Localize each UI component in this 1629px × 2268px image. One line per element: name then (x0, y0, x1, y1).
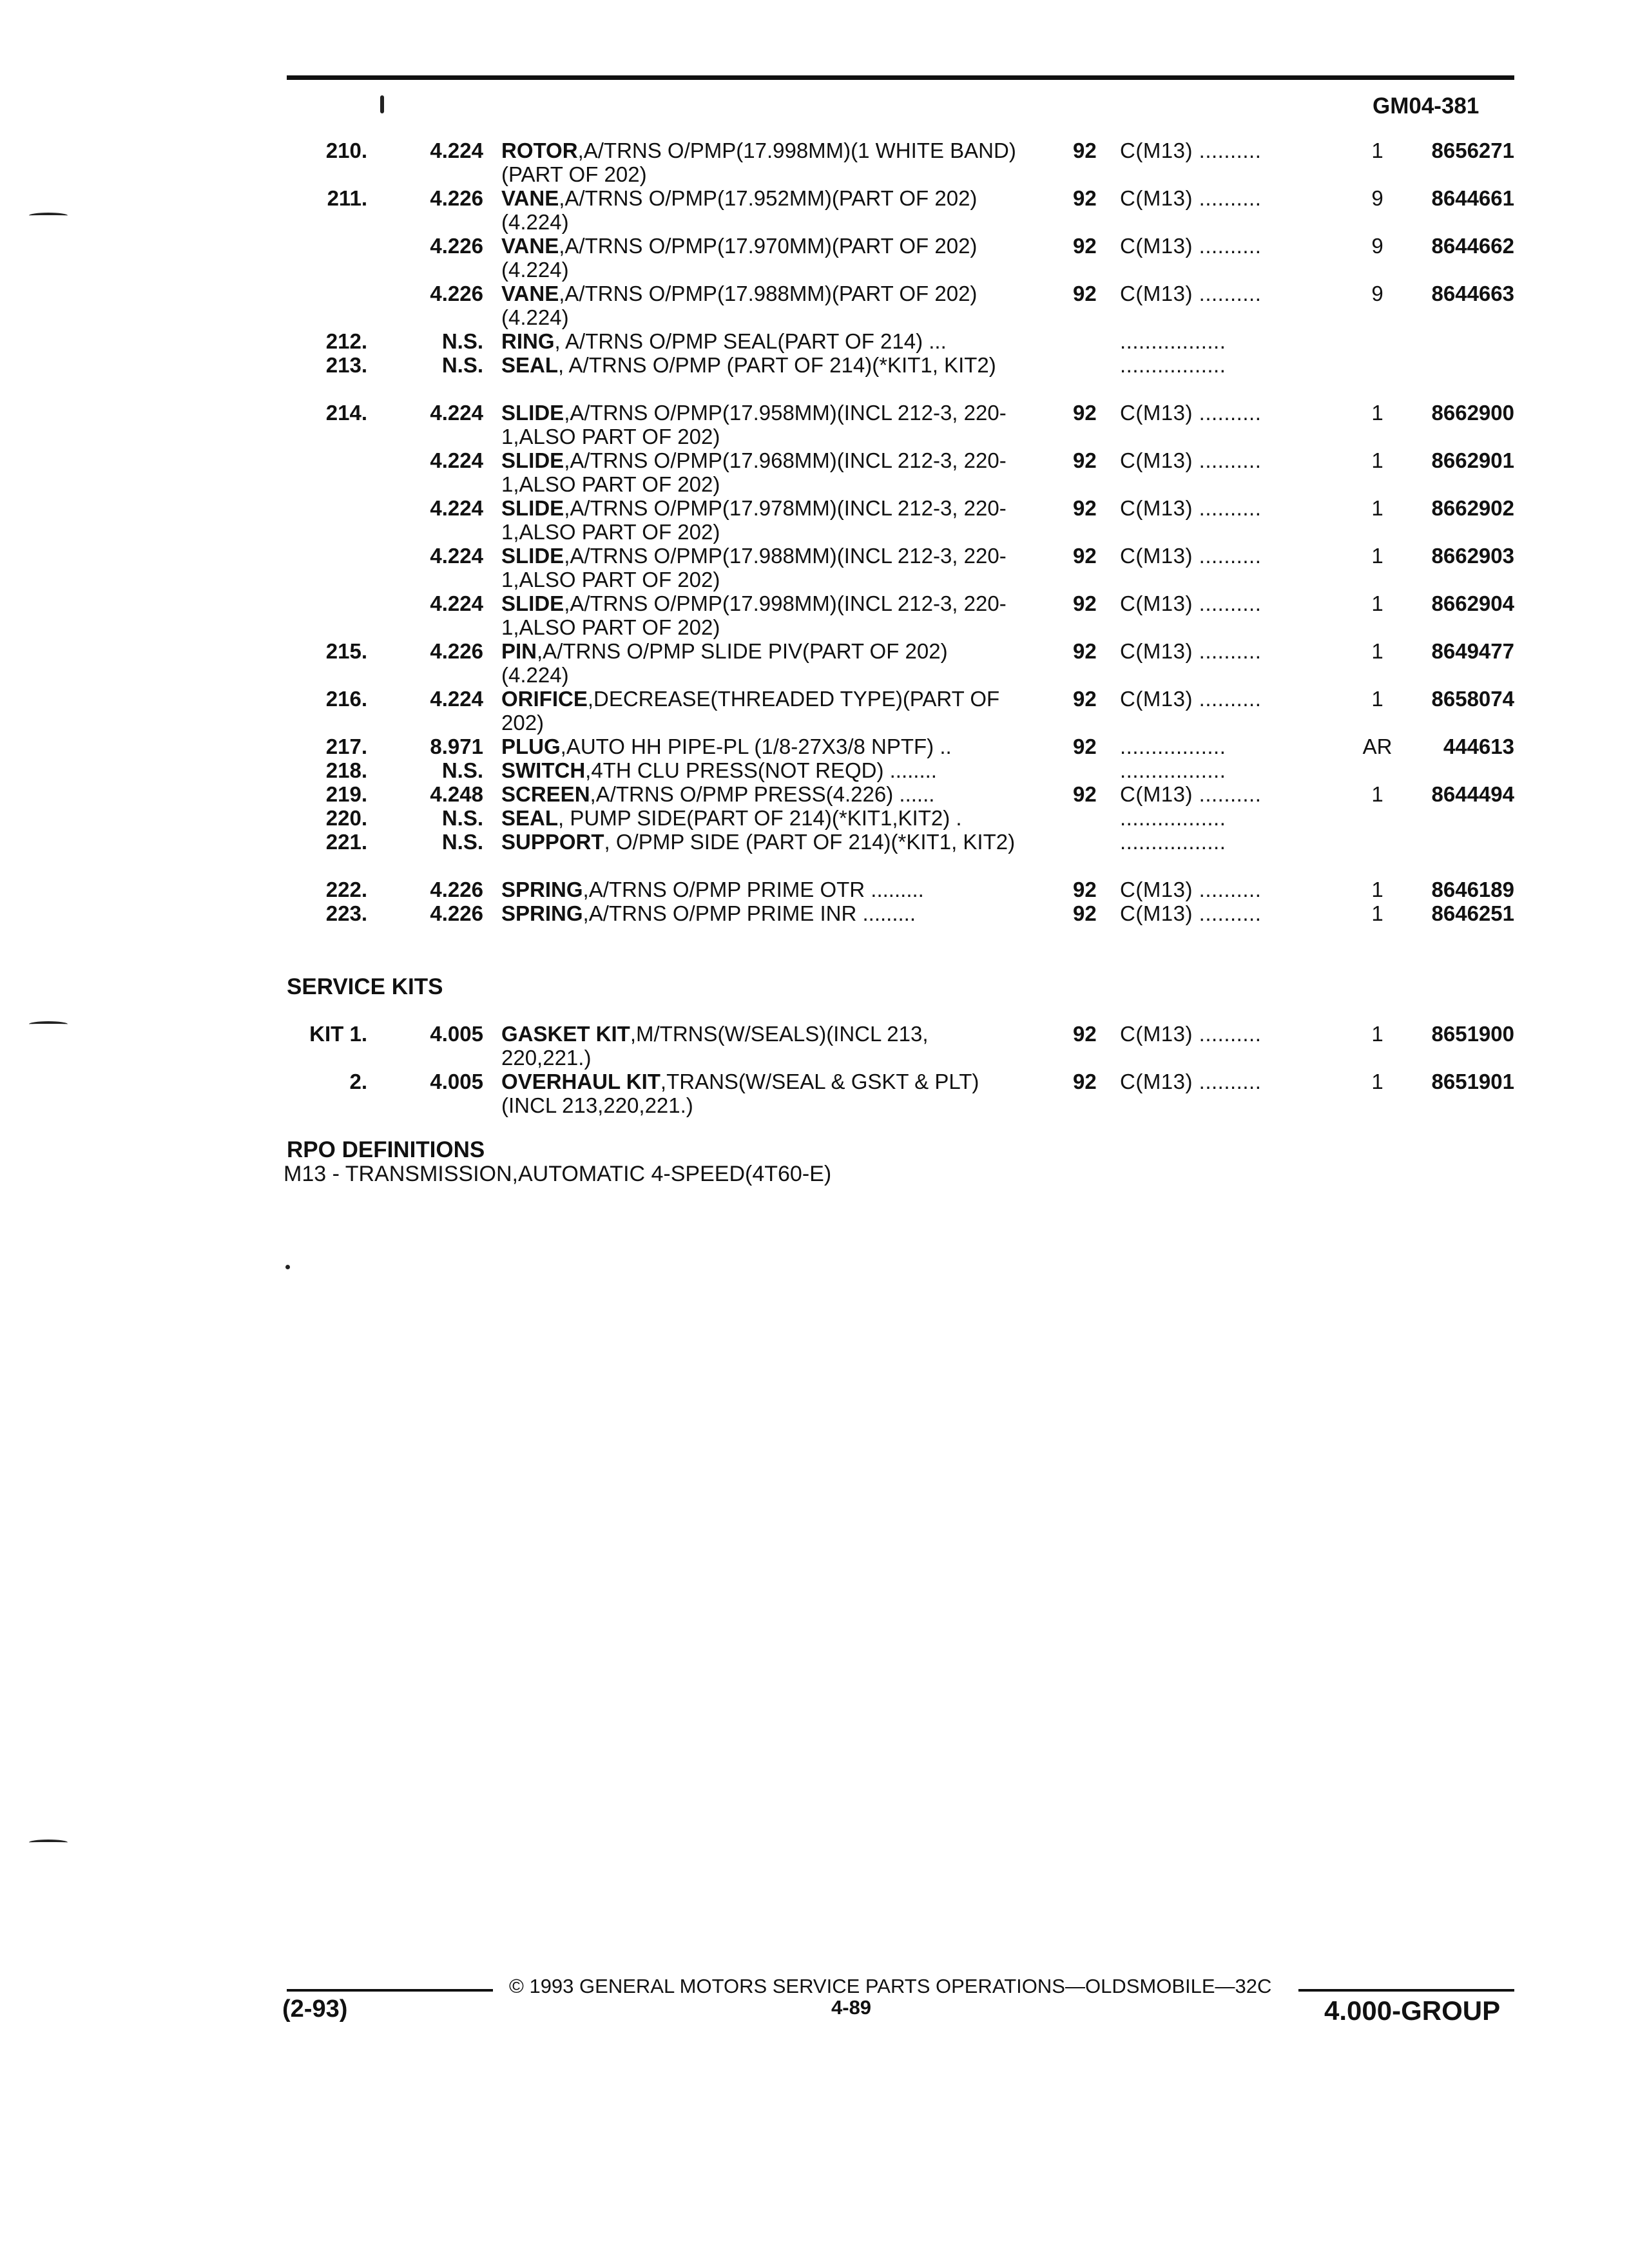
item-number: 223. (325, 901, 367, 925)
model-year: 92 (1073, 496, 1097, 520)
part-description (501, 591, 1017, 639)
usage-code: C(M13) .......... (1120, 544, 1262, 568)
part-description (501, 329, 1017, 353)
model-year: 92 (1073, 591, 1097, 615)
model-year: 92 (1073, 639, 1097, 663)
part-description (501, 282, 1017, 329)
model-year: 92 (1073, 735, 1097, 758)
illustration-ref: N.S. (441, 758, 483, 782)
usage-code: C(M13) .......... (1120, 401, 1262, 425)
quantity: 1 (1371, 1070, 1383, 1093)
part-description (501, 496, 1017, 544)
illustration-ref: 4.224 (430, 139, 483, 162)
footer-rule-right (1298, 1989, 1514, 1992)
part-detail: ,A/TRNS O/PMP(17.988MM)(INCL 212-3, 220-1,ALSO PART OF 202) (501, 544, 1007, 591)
part-row (0, 687, 1629, 735)
usage-code: C(M13) .......... (1120, 901, 1262, 925)
usage-code: ................. (1120, 353, 1226, 377)
model-year: 92 (1073, 878, 1097, 901)
item-number: 218. (325, 758, 367, 782)
footer-rule-left (287, 1989, 493, 1992)
part-description (501, 1022, 1017, 1070)
part-detail: ,DECREASE(THREADED TYPE)(PART OF 202) (501, 687, 1000, 735)
usage-code: C(M13) .......... (1120, 687, 1262, 711)
model-year: 92 (1073, 782, 1097, 806)
item-number: 212. (325, 329, 367, 353)
part-description (501, 544, 1017, 591)
model-year: 92 (1073, 186, 1097, 210)
usage-code: C(M13) .......... (1120, 282, 1262, 305)
usage-code: ................. (1120, 735, 1226, 758)
usage-code: ................. (1120, 806, 1226, 830)
model-year: 92 (1073, 544, 1097, 568)
part-detail: ,A/TRNS O/PMP PRIME INR ......... (583, 901, 916, 925)
part-row (0, 878, 1629, 901)
part-number: 8662900 (1431, 401, 1514, 425)
footer-date: (2-93) (282, 1995, 348, 2023)
part-name: ROTOR (501, 139, 578, 162)
part-name: VANE (501, 282, 559, 305)
illustration-ref: 4.005 (430, 1022, 483, 1046)
usage-code: ................. (1120, 830, 1226, 854)
item-number: 210. (325, 139, 367, 162)
model-year: 92 (1073, 1022, 1097, 1046)
part-description (501, 830, 1017, 854)
quantity: 9 (1371, 282, 1383, 305)
part-detail: , PUMP SIDE(PART OF 214)(*KIT1,KIT2) . (558, 806, 962, 830)
item-number: 213. (325, 353, 367, 377)
part-number: 8646189 (1431, 878, 1514, 901)
part-number: 8656271 (1431, 139, 1514, 162)
item-number: 219. (325, 782, 367, 806)
item-number: 220. (325, 806, 367, 830)
part-row (0, 186, 1629, 234)
part-row (0, 639, 1629, 687)
part-number: 8651901 (1431, 1070, 1514, 1093)
item-number: 215. (325, 639, 367, 663)
doc-code: GM04-381 (1373, 93, 1480, 119)
quantity: 9 (1371, 234, 1383, 258)
part-row (0, 234, 1629, 282)
part-description (501, 448, 1017, 496)
part-name: VANE (501, 234, 559, 258)
part-detail: ,A/TRNS O/PMP PRESS(4.226) ...... (590, 782, 935, 806)
part-row (0, 401, 1629, 448)
item-number: 216. (325, 687, 367, 711)
part-row (0, 758, 1629, 782)
usage-code: C(M13) .......... (1120, 878, 1262, 901)
illustration-ref: 4.224 (430, 687, 483, 711)
part-description (501, 401, 1017, 448)
part-description (501, 735, 1017, 758)
tick-mark (380, 95, 384, 113)
part-row (0, 830, 1629, 878)
margin-mark (29, 213, 68, 218)
quantity: 9 (1371, 186, 1383, 210)
illustration-ref: 4.226 (430, 639, 483, 663)
part-name: PIN (501, 639, 537, 663)
illustration-ref: 4.224 (430, 401, 483, 425)
usage-code: C(M13) .......... (1120, 234, 1262, 258)
part-number: 8658074 (1431, 687, 1514, 711)
part-name: VANE (501, 186, 559, 210)
usage-code: ................. (1120, 758, 1226, 782)
illustration-ref: N.S. (441, 353, 483, 377)
illustration-ref: 4.224 (430, 496, 483, 520)
part-name: SLIDE (501, 544, 564, 568)
usage-code: C(M13) .......... (1120, 1022, 1262, 1046)
part-name: RING (501, 329, 555, 353)
item-number: 222. (325, 878, 367, 901)
quantity: 1 (1371, 401, 1383, 425)
illustration-ref: 4.226 (430, 901, 483, 925)
part-name: SUPPORT (501, 830, 604, 854)
part-row (0, 591, 1629, 639)
header-rule (287, 75, 1514, 80)
part-number: 8644661 (1431, 186, 1514, 210)
usage-code: ................. (1120, 329, 1226, 353)
part-description (501, 639, 1017, 687)
part-row (0, 282, 1629, 329)
illustration-ref: 4.224 (430, 591, 483, 615)
part-row (0, 901, 1629, 925)
part-name: SCREEN (501, 782, 590, 806)
part-detail: , A/TRNS O/PMP SEAL(PART OF 214) ... (554, 329, 947, 353)
model-year: 92 (1073, 901, 1097, 925)
part-description (501, 878, 1017, 901)
part-detail: ,TRANS(W/SEAL & GSKT & PLT)(INCL 213,220,221.) (501, 1070, 979, 1117)
illustration-ref: 4.248 (430, 782, 483, 806)
part-name: SEAL (501, 353, 559, 377)
part-detail: ,M/TRNS(W/SEALS)(INCL 213, 220,221.) (501, 1022, 929, 1070)
part-name: SPRING (501, 878, 583, 901)
illustration-ref: 4.226 (430, 282, 483, 305)
part-description (501, 758, 1017, 782)
model-year: 92 (1073, 282, 1097, 305)
illustration-ref: 4.226 (430, 186, 483, 210)
quantity: 1 (1371, 878, 1383, 901)
quantity: 1 (1371, 544, 1383, 568)
part-description (501, 1070, 1017, 1117)
quantity: 1 (1371, 639, 1383, 663)
margin-mark (29, 1840, 68, 1845)
part-detail: ,4TH CLU PRESS(NOT REQD) ........ (585, 758, 937, 782)
part-row (0, 353, 1629, 401)
illustration-ref: 8.971 (430, 735, 483, 758)
parts-list (0, 139, 1629, 925)
part-row (0, 806, 1629, 830)
model-year: 92 (1073, 401, 1097, 425)
part-number: 8662902 (1431, 496, 1514, 520)
part-number: 8644663 (1431, 282, 1514, 305)
illustration-ref: 4.224 (430, 544, 483, 568)
part-detail: , O/PMP SIDE (PART OF 214)(*KIT1, KIT2) (604, 830, 1016, 854)
part-description (501, 901, 1017, 925)
part-detail: , A/TRNS O/PMP (PART OF 214)(*KIT1, KIT2) (558, 353, 996, 377)
part-row (0, 1070, 1629, 1117)
part-number: 8651900 (1431, 1022, 1514, 1046)
usage-code: C(M13) .......... (1120, 186, 1262, 210)
service-kits-heading: SERVICE KITS (287, 974, 443, 999)
part-description (501, 353, 1017, 377)
part-description (501, 139, 1017, 186)
usage-code: C(M13) .......... (1120, 782, 1262, 806)
part-row (0, 139, 1629, 186)
part-detail: ,A/TRNS O/PMP(17.998MM)(1 WHITE BAND)(PART OF 202) (501, 139, 1016, 186)
part-detail: ,A/TRNS O/PMP(17.970MM)(PART OF 202)(4.224) (501, 234, 978, 282)
quantity: 1 (1371, 448, 1383, 472)
usage-code: C(M13) .......... (1120, 139, 1262, 162)
footer-page-number: 4-89 (831, 1996, 872, 2019)
part-row (0, 329, 1629, 353)
part-detail: ,A/TRNS O/PMP PRIME OTR ......... (583, 878, 924, 901)
model-year: 92 (1073, 448, 1097, 472)
item-number: 211. (327, 186, 367, 210)
part-name: SLIDE (501, 401, 564, 425)
quantity: AR (1362, 735, 1393, 758)
usage-code: C(M13) .......... (1120, 448, 1262, 472)
stray-dot (285, 1265, 290, 1269)
part-detail: ,A/TRNS O/PMP(17.988MM)(PART OF 202)(4.224) (501, 282, 978, 329)
rpo-definition: M13 - TRANSMISSION,AUTOMATIC 4-SPEED(4T60-E) (284, 1162, 832, 1186)
service-kits-list (0, 1022, 1629, 1117)
quantity: 1 (1371, 591, 1383, 615)
part-name: SWITCH (501, 758, 586, 782)
part-number: 8662901 (1431, 448, 1514, 472)
model-year: 92 (1073, 687, 1097, 711)
item-number: 214. (325, 401, 367, 425)
item-number: 221. (325, 830, 367, 854)
item-number: 217. (325, 735, 367, 758)
part-number: 8649477 (1431, 639, 1514, 663)
part-detail: ,A/TRNS O/PMP(17.952MM)(PART OF 202)(4.224) (501, 186, 978, 234)
illustration-ref: N.S. (441, 806, 483, 830)
illustration-ref: 4.224 (430, 448, 483, 472)
quantity: 1 (1371, 1022, 1383, 1046)
part-number: 8644662 (1431, 234, 1514, 258)
illustration-ref: 4.226 (430, 234, 483, 258)
part-description (501, 186, 1017, 234)
part-detail: ,A/TRNS O/PMP(17.998MM)(INCL 212-3, 220-1,ALSO PART OF 202) (501, 591, 1007, 639)
model-year: 92 (1073, 234, 1097, 258)
part-name: SPRING (501, 901, 583, 925)
part-detail: ,A/TRNS O/PMP SLIDE PIV(PART OF 202) (4.224) (501, 639, 948, 687)
illustration-ref: 4.226 (430, 878, 483, 901)
illustration-ref: 4.005 (430, 1070, 483, 1093)
item-number: KIT 1. (309, 1022, 367, 1046)
part-detail: ,AUTO HH PIPE-PL (1/8-27X3/8 NPTF) .. (560, 735, 952, 758)
part-row (0, 782, 1629, 806)
part-name: SLIDE (501, 496, 564, 520)
usage-code: C(M13) .......... (1120, 639, 1262, 663)
quantity: 1 (1371, 687, 1383, 711)
quantity: 1 (1371, 782, 1383, 806)
part-description (501, 806, 1017, 830)
part-number: 444613 (1443, 735, 1514, 758)
part-detail: ,A/TRNS O/PMP(17.978MM)(INCL 212-3, 220-1,ALSO PART OF 202) (501, 496, 1007, 544)
part-description (501, 687, 1017, 735)
model-year: 92 (1073, 1070, 1097, 1093)
usage-code: C(M13) .......... (1120, 591, 1262, 615)
margin-mark (29, 1021, 68, 1027)
model-year: 92 (1073, 139, 1097, 162)
quantity: 1 (1371, 139, 1383, 162)
part-description (501, 234, 1017, 282)
part-number: 8646251 (1431, 901, 1514, 925)
part-name: OVERHAUL KIT (501, 1070, 660, 1093)
part-row (0, 448, 1629, 496)
footer-group: 4.000-GROUP (1324, 1995, 1501, 2026)
part-row (0, 1022, 1629, 1070)
quantity: 1 (1371, 496, 1383, 520)
part-description (501, 782, 1017, 806)
part-name: SLIDE (501, 591, 564, 615)
part-number: 8662904 (1431, 591, 1514, 615)
part-row (0, 496, 1629, 544)
part-name: SLIDE (501, 448, 564, 472)
footer-copyright: © 1993 GENERAL MOTORS SERVICE PARTS OPERATIONS—OLDSMOBILE—32C (509, 1975, 1272, 1997)
part-number: 8662903 (1431, 544, 1514, 568)
part-detail: ,A/TRNS O/PMP(17.968MM)(INCL 212-3, 220-1,ALSO PART OF 202) (501, 448, 1007, 496)
part-number: 8644494 (1431, 782, 1514, 806)
rpo-heading: RPO DEFINITIONS (287, 1137, 485, 1162)
illustration-ref: N.S. (441, 329, 483, 353)
part-name: PLUG (501, 735, 561, 758)
part-name: SEAL (501, 806, 559, 830)
part-row (0, 735, 1629, 758)
quantity: 1 (1371, 901, 1383, 925)
item-number: 2. (349, 1070, 367, 1093)
usage-code: C(M13) .......... (1120, 1070, 1262, 1093)
illustration-ref: N.S. (441, 830, 483, 854)
part-row (0, 544, 1629, 591)
part-name: ORIFICE (501, 687, 588, 711)
part-name: GASKET KIT (501, 1022, 630, 1046)
usage-code: C(M13) .......... (1120, 496, 1262, 520)
part-detail: ,A/TRNS O/PMP(17.958MM)(INCL 212-3, 220-1,ALSO PART OF 202) (501, 401, 1007, 448)
